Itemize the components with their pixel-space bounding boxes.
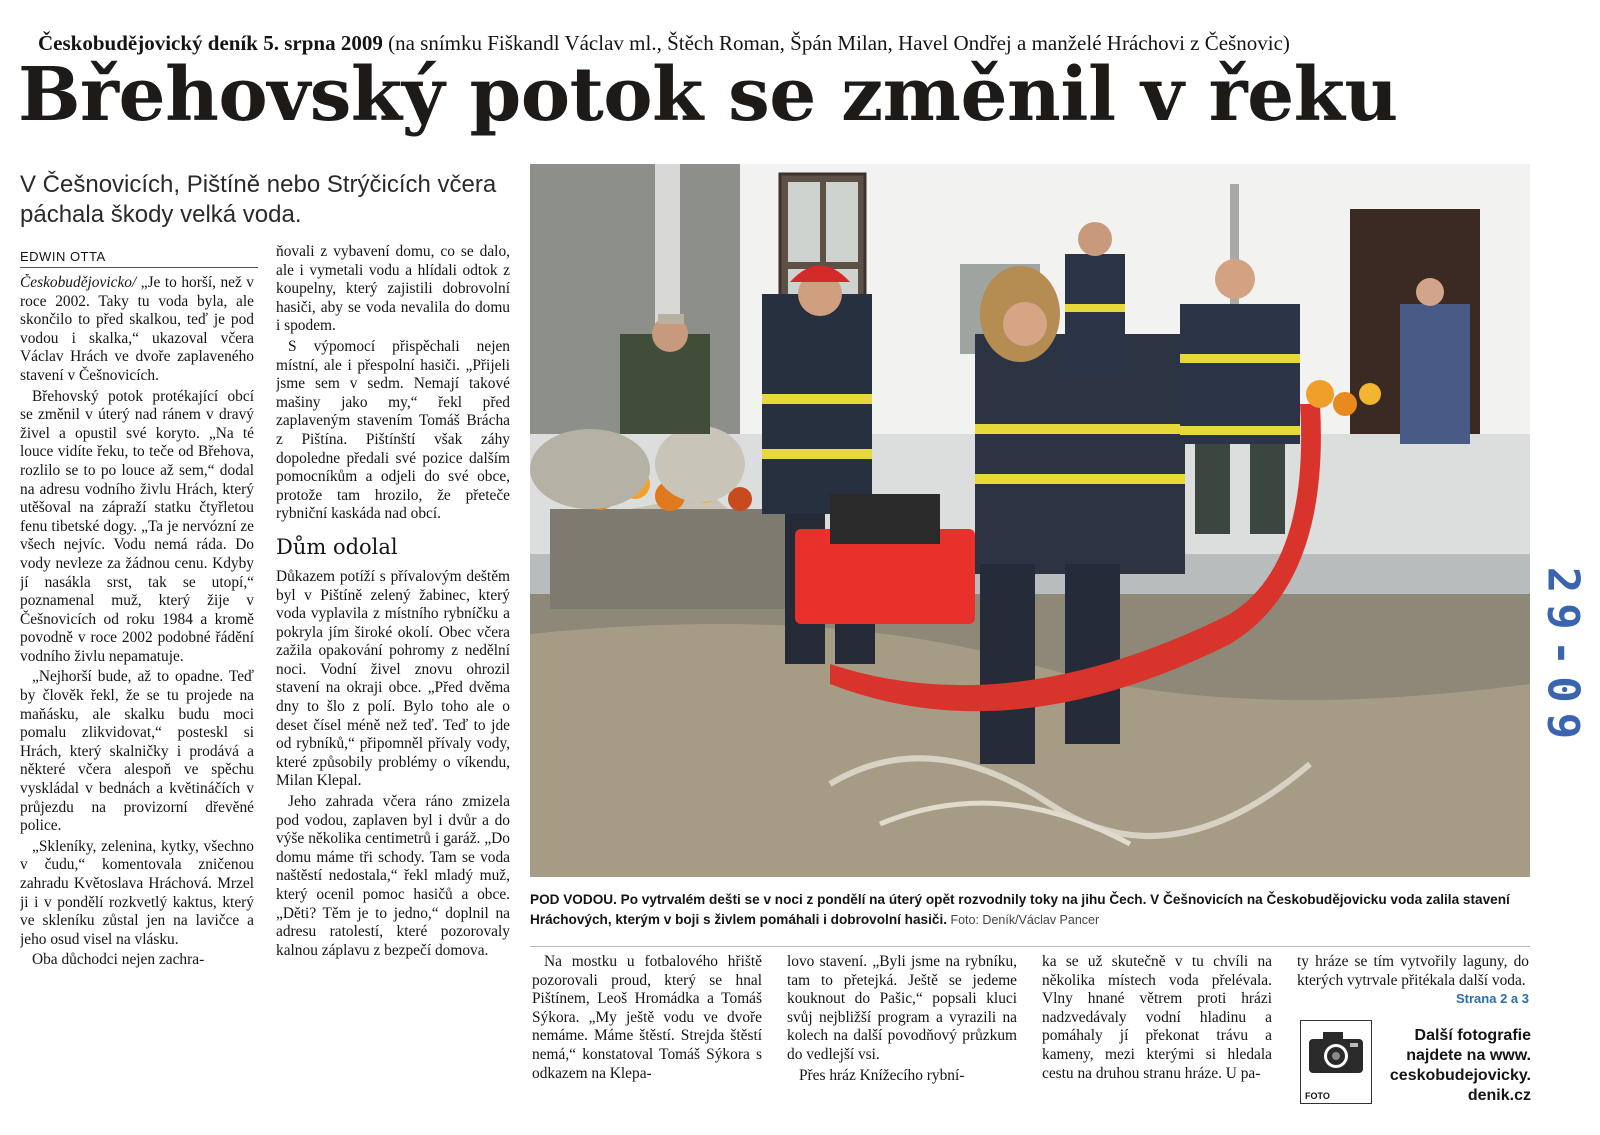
paragraph: ňovali z vybavení domu, co se dalo, ale i vymetali vodu a hlídali odtok z koupelny, který zajistili dobrovolní hasiči, aby se voda nevalila do domu i spodem. [276, 243, 510, 335]
article-column-5 [1042, 953, 1272, 1113]
paragraph: Důkazem potíží s přívalovým deštěm byl v Pištíně zelený žabinec, který voda vyplavila z místního rybníčku a pokryla jím široké okolí. Obec včera zažila opakování pohromy z nedělní noci. Vodní živel znovu ohrozil stavení na okraji obce. „Před dvěma dny to šlo z polí. Bylo toho ale o deset čísel méně než teď. Teď to jde od rybníků,“ připomněl přívaly vody, které způsobily problémy o víkendu, Milan Klepal. [276, 567, 510, 790]
promo-line: Další fotografie najdete na [1406, 1027, 1531, 1064]
promo-url[interactable]: www. ceskobudejovicky. denik.cz [1389, 1047, 1531, 1104]
paragraph: Přes hráz Knížecího rybní- [799, 1066, 965, 1084]
divider [530, 946, 1530, 947]
paragraph [20, 274, 254, 386]
stamp-text: 29-09 [1537, 566, 1589, 750]
photo-credit: Foto: Deník/Václav Pancer [947, 913, 1100, 927]
caption-label: POD VODOU. [530, 892, 617, 907]
camera-icon [1301, 1021, 1371, 1081]
promo-text [1383, 1026, 1531, 1106]
paragraph: S výpomocí přispěchali nejen místní, ale i přespolní hasiči. „Přijeli jsme sem v sedm. Nemají takové mašiny jako my,“ řekl před zaplaveným stavením Tomáš Brácha z Pištína. Pištínští však záhy dopoledne předali své pozice dalším pomocníkům a odjeli do své obce, protože tam hrozilo, že přeteče rybniční kaskáda nad obcí. [276, 337, 510, 523]
dateline: Českobudějovicko/ [20, 274, 137, 291]
lead-paragraph: V Češnovicích, Pištíně nebo Strýčicích včera páchala škody velká voda. [20, 171, 497, 228]
paragraph: Na mostku u fotbalového hřiště pozorovali proud, který se hnal Pištínem, Leoš Hromádka a Tomáš Sýkora. „My ještě vodu ve dvoře nemáme. Máme štěstí. Strejda štěstí nemá,“ konstatoval Tomáš Sýkora s odkazem na Klepa- [532, 953, 762, 1082]
article-column-1 [20, 274, 254, 1114]
paragraph-text: „Je to horší, než v roce 2002. Taky tu voda byla, ale skončilo to před skalkou, teď je pod vodou i skalka,“ ukazoval včera Václav Hrách ve dvoře zaplaveného stavení v Češnovicích. [20, 274, 254, 384]
source-note: (na snímku Fiškandl Václav ml., Štěch Roman, Špán Milan, Havel Ondřej a manželé Hráchovi z Češnovic) [388, 31, 1290, 55]
news-photo [530, 164, 1530, 877]
photo-caption [530, 890, 1530, 930]
headline: Břehovský potok se změnil v řeku [18, 52, 1398, 138]
article-column-6 [1297, 953, 1529, 1013]
paragraph: lovo stavení. „Byli jsme na rybníku, tam to přetejká. Ještě se jedeme kouknout do Pašic,“ popsali kluci svůj nejbližší program a vyrazili na kolech na další povodňový průzkum do vedlejší vsi. [787, 953, 1017, 1063]
paragraph: Břehovský potok protékající obcí se změnil v úterý nad ránem v dravý živel a opustil své koryto. „Na té louce vidíte řeku, to teče od Břehova, rozlilo se to po louce až sem,“ dodal na adresu vodního živlu Hrách, který utěšoval na zápraží statku čtyřletou fenu tibetské dogy. „Ta je nervózní ze všech nejvíc. Vodu nemá ráda. Do vody nevleze za žádnou cenu. Kdyby jí nasákla srst, tak se utopí,“ poznamenal muž, který žije v Češnovicích od roku 1984 a kromě povodně v roce 2002 podobné řádění vodního živlu nepamatuje. [20, 387, 254, 665]
caption-text: Po vytrvalém dešti se v noci z pondělí na úterý opět rozvodnily toky na jihu Čech. V Češnovicích na Českobudějovicku voda zalila stavení Hráchových, kterým v boji s živlem pomáhali i dobrovolní hasiči. [530, 892, 1510, 927]
paragraph: Oba důchodci nejen zachra- [32, 951, 205, 969]
paragraph-text: ty hráze se tím vytvořily laguny, do kterých vytrvale přitékala další voda. [1297, 953, 1529, 989]
source-paper: Českobudějovický deník 5. srpna 2009 [38, 31, 383, 55]
paragraph: ka se už skutečně v tu chvíli na několika místech voda přelévala. Vlny hnané větrem proti hrázi nadzvedávaly vodní hladinu a pomáhaly jí překonat trávu a kameny, mezi kterými si hledala cestu na druhou stranu hráze. U pa- [1042, 953, 1272, 1082]
paragraph [1297, 953, 1529, 1007]
page-reference: Strana 2 a 3 [1456, 991, 1529, 1007]
date-stamp [1537, 528, 1589, 788]
paragraph: Jeho zahrada včera ráno zmizela pod vodou, zaplaven byl i dvůr a do výše několika centimetrů i garáž. „Do domu máme tři schody. Tam se voda naštěstí nedostala,“ řekl mladý muž, který ocenil pomoc hasičů a obce. „Děti? Těm je to jedno,“ doplnil na adresu ratolestí, které pozorovaly kalnou záplavu z bezpečí domova. [276, 793, 510, 959]
article-column-4 [787, 953, 1017, 1113]
article-column-3 [532, 953, 762, 1113]
paragraph: „Skleníky, zelenina, kytky, všechno v čudu,“ komentovala zničenou zahradu Květoslava Hráchová. Mrzel ji i v pondělí rozkvetlý kaktus, který ve skleníku zůstal jen na lavičce a jeho osud visel na vlásku. [20, 837, 254, 948]
paragraph: „Nejhorší bude, až to opadne. Teď by člověk řekl, že se tu projede na maňásku, ale skalku budu moci pomalu zlikvidovat,“ posteskl si Hrách, který skalničky i prodává a některé včera alespoň ve spěchu vyskládal v bednách a květináčích v průjezdu na provizorní dřevěné police. [20, 668, 254, 835]
byline: EDWIN OTTA [20, 249, 258, 268]
photo-promo-box [1300, 1020, 1372, 1104]
article-column-2 [276, 243, 510, 1113]
foto-label: FOTO [1305, 1091, 1330, 1101]
subheading: Dům odolal [276, 534, 398, 559]
